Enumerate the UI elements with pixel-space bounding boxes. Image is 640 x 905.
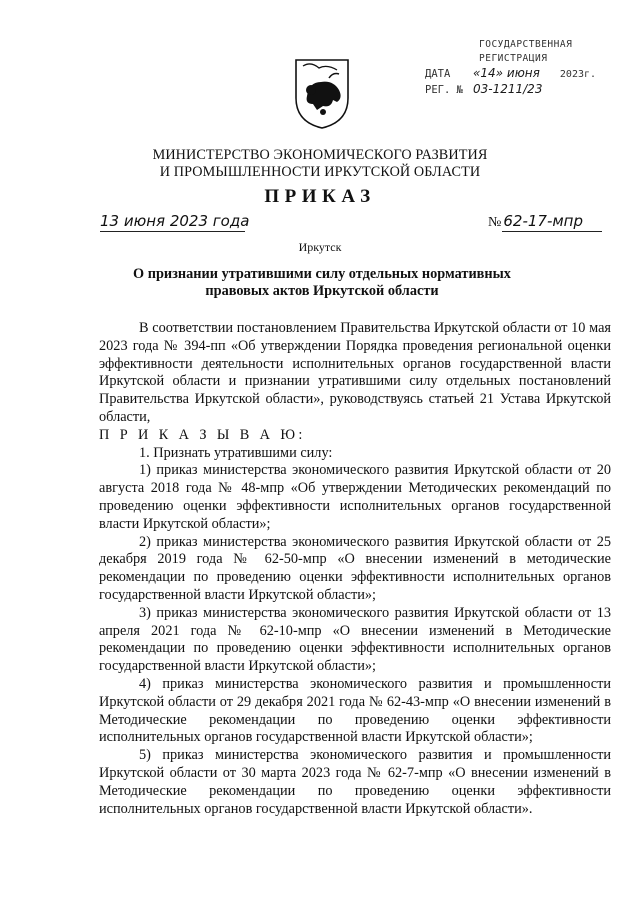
document-body [99, 320, 611, 818]
registration-stamp [425, 38, 625, 98]
stamp-reg-row [425, 82, 625, 98]
stamp-reg-label: РЕГ. № [425, 84, 463, 96]
stamp-date-row [425, 66, 625, 82]
list-item-3: 3) приказ министерства экономического развития Иркутской области от 13 апреля 2021 года № 62-10-мпр «О внесении изменений в Методические рекомендации по проведению оценки эффективности исполнительных органов государственной власти Иркутской области»; [99, 604, 611, 675]
stamp-line-1: ГОСУДАРСТВЕННАЯ [479, 39, 573, 50]
number-value: 62-17-мпр [503, 212, 584, 230]
list-item-5: 5) приказ министерства экономического развития и промышленности Иркутской области от 30 марта 2023 года № 62-7-мпр «О внесении изменений в Методические рекомендации по проведению оценки эффективности исполнительных органов государственной власти Иркутской области». [99, 747, 611, 817]
order-word: П Р И К А З Ы В А Ю: [99, 426, 306, 443]
list-item-4: 4) приказ министерства экономического развития и промышленности Иркутской области от 29 декабря 2021 года № 62-43-мпр «О внесении изменений в Методические рекомендации по проведению оценки эффективности исполнительных органов государственной власти Иркутской области»; [99, 675, 611, 746]
stamp-date-label: ДАТА [425, 68, 451, 80]
stamp-reg-value: 03-1211/23 [473, 82, 543, 96]
city: Иркутск [298, 240, 342, 254]
document-subject: О признании утратившими силу отдельных нормативных правовых актов Иркутской области [133, 266, 511, 299]
ministry-name [0, 147, 640, 180]
stamp-date-value: «14» июня [473, 66, 540, 80]
number-underline [502, 231, 602, 232]
stamp-year: 2023г. [559, 69, 597, 80]
ministry-line-2: И ПРОМЫШЛЕННОСТИ ИРКУТСКОЙ ОБЛАСТИ [159, 163, 481, 180]
document-number [488, 212, 608, 231]
date-underline [100, 231, 245, 232]
clause-1: 1. Признать утратившими силу: [139, 444, 333, 461]
coat-of-arms-icon [293, 56, 351, 130]
list-item-2: 2) приказ министерства экономического развития Иркутской области от 25 декабря 2019 года № 62-50-мпр «О внесении изменений в методические рекомендации по проведению оценки эффективности исполнительных органов государственной власти Иркутской области»; [99, 533, 611, 603]
document-type: ПРИКАЗ [264, 186, 376, 207]
stamp-line-2: РЕГИСТРАЦИЯ [479, 53, 548, 64]
document-date: 13 июня 2023 года [100, 212, 250, 230]
ministry-line-1: МИНИСТЕРСТВО ЭКОНОМИЧЕСКОГО РАЗВИТИЯ [152, 147, 488, 163]
preamble-paragraph: В соответствии постановлением Правительства Иркутской области от 10 мая 2023 года № 394-пп «Об утверждении Порядка проведения региональной оценки эффективности деятельности исполнительных органов государственной власти Иркутской области и признании утратившими силу отдельных постановлений Правительства Иркутской области», руководствуясь статьей 21 Устава Иркутской области, [99, 320, 611, 425]
list-item-1: 1) приказ министерства экономического развития Иркутской области от 20 августа 2018 года № 48-мпр «Об утверждении Методических рекомендаций по проведению оценки эффективности исполнительных органов государственной власти Иркутской области»; [99, 462, 611, 532]
number-sign: № [488, 215, 502, 230]
